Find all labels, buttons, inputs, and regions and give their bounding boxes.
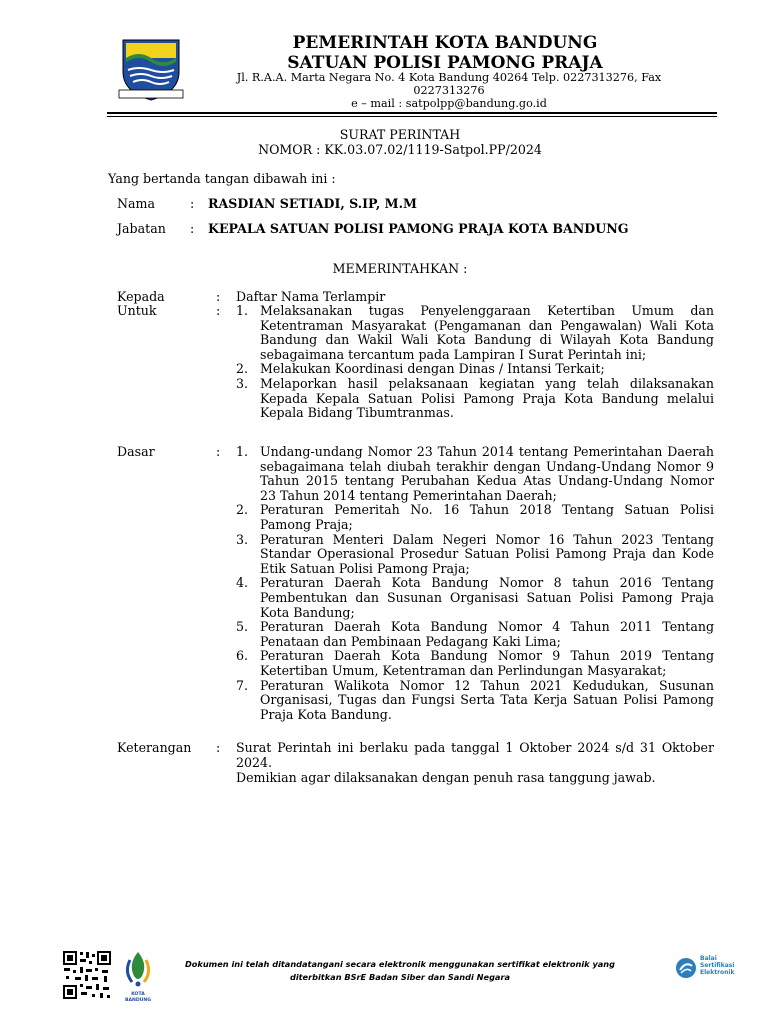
- list-item-number: 4.: [236, 575, 249, 591]
- list-item-text: Peraturan Menteri Dalam Negeri Nomor 16 Tahun 2023 Tentang Standar Operasional Prosedur Satuan Polisi Pamong Praja dan Kode Etik Satuan Polisi Pamong Praja;: [260, 531, 714, 576]
- signer-name: RASDIAN SETIADI, S.IP, M.M: [208, 196, 417, 211]
- kepada-label: Kepada: [117, 289, 165, 304]
- bsre-text-line2: Sertifikasi: [700, 962, 735, 969]
- list-item-text: Melaporkan hasil pelaksanaan kegiatan yang telah dilaksanakan Kepada Kepala Satuan Polisi Pamong Praja Kota Bandung melalui Kepala Bidang Tibumtranmas.: [260, 375, 714, 421]
- list-item: [236, 377, 714, 421]
- list-item: [236, 304, 714, 362]
- e-signature-note-line2: diterbitkan BSrE Badan Siber dan Sandi Negara: [289, 972, 511, 982]
- dasar-label: Dasar: [117, 444, 155, 459]
- list-item: [236, 503, 714, 532]
- list-item: [236, 679, 714, 723]
- list-item: [236, 649, 714, 678]
- untuk-list: [236, 304, 714, 421]
- agency-title-line2: SATUAN POLISI PAMONG PRAJA: [287, 53, 603, 73]
- name-colon: :: [190, 196, 195, 211]
- kepada-colon: :: [216, 289, 221, 304]
- keterangan-text: Surat Perintah ini berlaku pada tanggal 1 Oktober 2024 s/d 31 Oktober 2024.: [236, 740, 714, 770]
- list-item-text: Melaksanakan tugas Penyelenggaraan Ketertiban Umum dan Ketentraman Masyarakat (Pengamanan dan Pengawalan) Wali Kota Bandung dan Wakil Wali Kota Bandung di Wilayah Kota Bandung sebagaimana tercantum pada Lampiran I Surat Perintah ini;: [260, 303, 714, 362]
- kepada-value: Daftar Nama Terlampir: [236, 289, 386, 304]
- bsre-logo-icon: [675, 957, 697, 979]
- bandung-city-emblem-icon: [117, 36, 185, 104]
- list-item-text: Peraturan Daerah Kota Bandung Nomor 8 tahun 2016 Tentang Pembentukan dan Susunan Organisasi Satuan Polisi Pamong Praja Kota Bandung;: [260, 575, 714, 620]
- bsre-text-line3: Elektronik: [700, 969, 735, 976]
- list-item-number: 2.: [236, 502, 249, 518]
- e-signature-note: [160, 958, 640, 984]
- list-item-number: 1.: [236, 444, 249, 459]
- document-title: SURAT PERINTAH: [339, 127, 461, 142]
- bsre-text-line1: Balai: [700, 955, 717, 962]
- qr-code-icon: [62, 950, 112, 1000]
- document-number: NOMOR : KK.03.07.02/1119-Satpol.PP/2024: [258, 142, 542, 157]
- position-colon: :: [190, 221, 195, 236]
- list-item: [236, 445, 714, 503]
- name-label: Nama: [117, 196, 155, 211]
- list-item-text: Melakukan Koordinasi dengan Dinas / Intansi Terkait;: [260, 361, 605, 377]
- list-item: [236, 362, 714, 377]
- list-item-number: 2.: [236, 361, 249, 377]
- e-signature-note-line1: Dokumen ini telah ditandatangani secara elektronik menggunakan sertifikat elektronik yang: [184, 959, 616, 969]
- agency-title-line1: PEMERINTAH KOTA BANDUNG: [292, 33, 598, 53]
- keterangan-label: Keterangan: [117, 740, 192, 755]
- list-item: [236, 620, 714, 649]
- list-item-text: Undang-undang Nomor 23 Tahun 2014 tentang Pemerintahan Daerah sebagaimana telah diubah terakhir dengan Undang-Undang Nomor 9 Tahun 2015 tentang Perubahan Kedua Atas Undang-Undang Nomor 23 Tahun 2014 tentang Pemerintahan Daerah;: [260, 444, 714, 503]
- list-item-number: 5.: [236, 619, 249, 635]
- list-item-number: 3.: [236, 531, 249, 547]
- dasar-colon: :: [216, 444, 221, 459]
- position-label: Jabatan: [117, 221, 166, 236]
- letterhead-rule-thin: [107, 116, 717, 117]
- list-item-text: Peraturan Daerah Kota Bandung Nomor 4 Tahun 2011 Tentang Penataan dan Pembinaan Pedagang Kaki Lima;: [260, 619, 714, 649]
- keterangan-colon: :: [216, 740, 221, 755]
- closing-text: Demikian agar dilaksanakan dengan penuh rasa tanggung jawab.: [236, 770, 656, 785]
- signer-position: KEPALA SATUAN POLISI PAMONG PRAJA KOTA BANDUNG: [208, 221, 629, 236]
- kota-bandung-logo-icon: [120, 950, 156, 1003]
- letterhead-rule-thick: [107, 112, 717, 114]
- list-item-number: 7.: [236, 677, 249, 693]
- order-heading: MEMERINTAHKAN :: [332, 261, 468, 276]
- kota-bandung-logo-text: KOTA BANDUNG: [124, 991, 152, 1003]
- list-item: [236, 576, 714, 620]
- list-item-number: 1.: [236, 303, 249, 318]
- untuk-label: Untuk: [117, 303, 157, 318]
- untuk-colon: :: [216, 303, 221, 318]
- agency-email: e – mail : satpolpp@bandung.go.id: [351, 97, 547, 110]
- list-item-text: Peraturan Pemeritah No. 16 Tahun 2018 Tentang Satuan Polisi Pamong Praja;: [260, 502, 714, 532]
- list-item-text: Peraturan Walikota Nomor 12 Tahun 2021 Kedudukan, Susunan Organisasi, Tugas dan Fungsi Serta Tata Kerja Satuan Polisi Pamong Praja Kota Bandung.: [260, 677, 714, 722]
- agency-address: Jl. R.A.A. Marta Negara No. 4 Kota Bandung 40264 Telp. 0227313276, Fax 0227313276: [236, 71, 662, 97]
- dasar-list: [236, 445, 714, 722]
- list-item-number: 6.: [236, 648, 249, 664]
- intro-text: Yang bertanda tangan dibawah ini :: [108, 171, 336, 186]
- list-item-text: Peraturan Daerah Kota Bandung Nomor 9 Tahun 2019 Tentang Ketertiban Umum, Ketentraman dan Perlindungan Masyarakat;: [260, 648, 714, 678]
- bsre-logo: [675, 955, 747, 981]
- list-item: [236, 533, 714, 577]
- list-item-number: 3.: [236, 375, 249, 391]
